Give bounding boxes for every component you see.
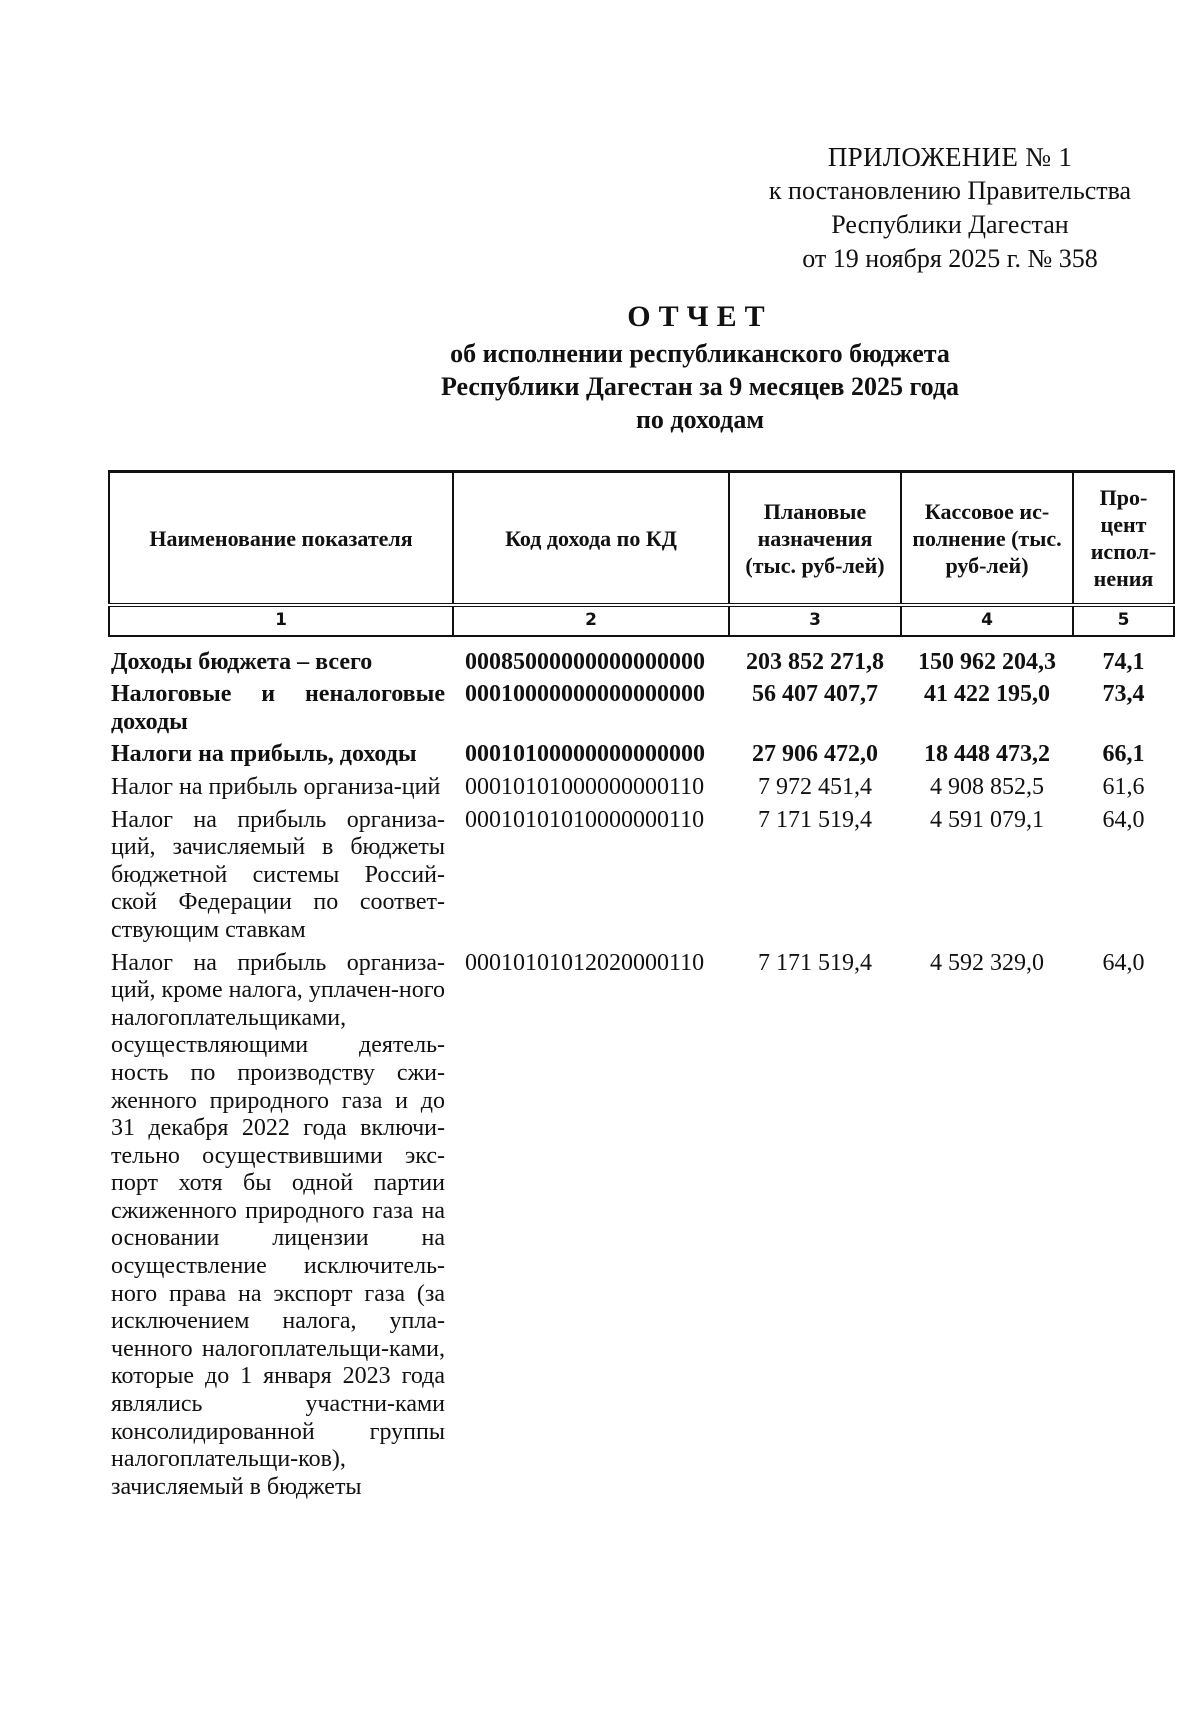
row-name: Налог на прибыль организа-ций, зачисляемый в бюджеты бюджетной системы Россий-ской Федерации по соответ-ствующим ставкам	[111, 806, 445, 943]
header-planned: Плановые назначения (тыс. руб-лей)	[729, 472, 901, 606]
report-title-block	[300, 300, 1100, 436]
header-income-code: Код дохода по КД	[453, 472, 729, 606]
row-name: Налог на прибыль организа-ций, кроме налога, уплачен-ного налогоплательщиками, осуществляющими деятель-ность по производству сжи-женного природного газа и до 31 декабря 2022 года включи-тельно осуществившими экс-порт хотя бы одной партии сжиженного природного газа на основании лицензии на осуществление исключитель-ного права на экспорт газа (за исключением налога, упла-ченного налогоплательщи-ками, которые до 1 января 2023 года являлись участни-ками консолидированной группы налогоплательщи-ков), зачисляемый в бюджеты	[111, 949, 445, 1500]
table-row	[109, 947, 1174, 1504]
annex-number: ПРИЛОЖЕНИЕ № 1	[827, 142, 1073, 172]
row-plan: 27 906 472,0	[752, 741, 878, 768]
row-name: Налоги на прибыль, доходы	[111, 741, 417, 768]
row-code: 00010101012020000110	[465, 949, 705, 976]
column-number: 3	[729, 605, 901, 636]
row-plan: 7 171 519,4	[758, 806, 872, 833]
row-exec: 41 422 195,0	[924, 681, 1050, 708]
row-exec: 150 962 204,3	[918, 648, 1056, 675]
row-code: 00010000000000000000	[465, 681, 705, 708]
row-code: 00010100000000000000	[465, 741, 705, 768]
column-number-row	[109, 605, 1174, 636]
header-cash-execution: Кассовое ис-полнение (тыс. руб-лей)	[901, 472, 1073, 606]
row-code: 00085000000000000000	[465, 648, 705, 675]
row-exec: 18 448 473,2	[924, 741, 1050, 768]
row-name: Налоговые и неналоговые доходы	[111, 681, 445, 735]
row-exec: 4 908 852,5	[930, 773, 1044, 800]
row-plan: 7 171 519,4	[758, 949, 872, 976]
row-percent: 61,6	[1102, 773, 1145, 800]
row-percent: 73,4	[1102, 681, 1145, 708]
row-exec: 4 592 329,0	[930, 949, 1044, 976]
table-row	[109, 771, 1174, 804]
row-name: Доходы бюджета – всего	[111, 648, 373, 675]
report-subtitle-2: Республики Дагестан за 9 месяцев 2025 года	[440, 372, 960, 401]
report-subtitle-3: по доходам	[635, 405, 765, 434]
column-number: 2	[453, 605, 729, 636]
column-number: 4	[901, 605, 1073, 636]
table-header-row	[109, 472, 1174, 606]
header-percent: Про-цент испол-нения	[1073, 472, 1174, 606]
row-plan: 203 852 271,8	[746, 648, 884, 675]
report-title: ОТЧЕТ	[627, 300, 773, 333]
header-indicator-name: Наименование показателя	[109, 472, 453, 606]
annex-line-republic: Республики Дагестан	[831, 210, 1069, 239]
row-code: 00010101000000000110	[465, 773, 705, 800]
row-plan: 56 407 407,7	[752, 681, 878, 708]
row-percent: 66,1	[1102, 741, 1145, 768]
row-name: Налог на прибыль организа-ций	[111, 773, 441, 800]
table-row	[109, 636, 1174, 679]
row-percent: 64,0	[1102, 806, 1145, 833]
row-percent: 64,0	[1102, 949, 1145, 976]
row-exec: 4 591 079,1	[930, 806, 1044, 833]
table-row	[109, 804, 1174, 947]
table-row	[109, 738, 1174, 771]
table-row	[109, 678, 1174, 738]
row-percent: 74,1	[1102, 648, 1145, 675]
row-code: 00010101010000000110	[465, 806, 705, 833]
row-plan: 7 972 451,4	[758, 773, 872, 800]
annex-line-date: от 19 ноября 2025 г. № 358	[802, 244, 1098, 273]
column-number: 1	[109, 605, 453, 636]
column-number: 5	[1073, 605, 1174, 636]
income-report-table	[108, 470, 1175, 1503]
annex-block	[720, 140, 1180, 276]
report-subtitle-1: об исполнении республиканского бюджета	[450, 339, 950, 368]
annex-line-resolution: к постановлению Правительства	[768, 176, 1132, 205]
